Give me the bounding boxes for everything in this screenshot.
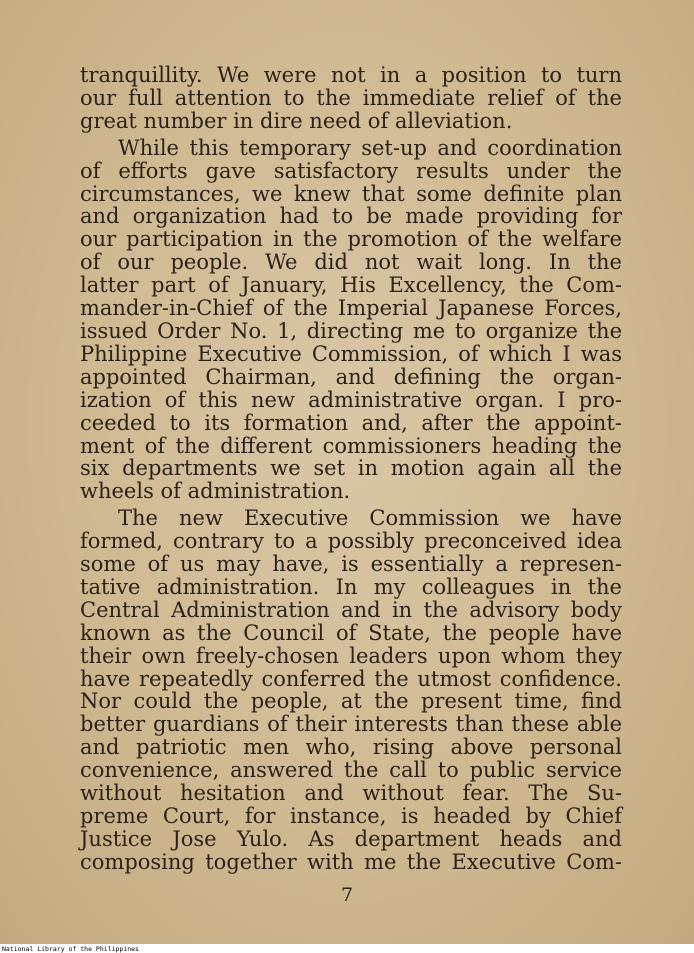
text-line: of our people. We did not wait long. In the bbox=[80, 250, 622, 275]
text-line: circumstances, we knew that some definite plan bbox=[80, 181, 622, 206]
text-line: known as the Council of State, the people have bbox=[80, 620, 622, 645]
paragraph-1 bbox=[80, 64, 622, 133]
text-line: six departments we set in motion again all the bbox=[80, 456, 622, 481]
text-line: preme Court, for instance, is headed by Chief bbox=[80, 804, 622, 828]
text-line: great number in dire need of alleviation. bbox=[80, 108, 513, 133]
text-line: and organization had to be made providing for bbox=[80, 204, 622, 229]
text-line: latter part of January, His Excellency, the Com- bbox=[80, 273, 622, 298]
paragraph-2 bbox=[80, 137, 622, 504]
text-line: ceeded to its formation and, after the appoint- bbox=[80, 410, 622, 435]
text-line: better guardians of their interests than these able bbox=[80, 712, 622, 737]
text-line: While this temporary set-up and coordination bbox=[118, 135, 622, 160]
text-line: The new Executive Commission we have bbox=[118, 506, 622, 531]
text-line: Justice Jose Yulo. As department heads and bbox=[80, 826, 622, 851]
text-line: composing together with me the Executive Com- bbox=[80, 849, 622, 874]
text-line: Philippine Executive Commission, of which I was bbox=[80, 341, 622, 366]
library-credit: National Library of the Philippines bbox=[2, 945, 139, 953]
text-line: ization of this new administrative organ. I pro- bbox=[80, 387, 622, 412]
text-line: issued Order No. 1, directing me to organize the bbox=[80, 318, 622, 343]
text-line: tranquillity. We were not in a position to turn bbox=[80, 63, 622, 87]
paragraph-3 bbox=[80, 507, 622, 874]
text-line: wheels of administration. bbox=[80, 479, 351, 504]
text-line: and patriotic men who, rising above personal bbox=[80, 735, 622, 760]
text-line: of efforts gave satisfactory results under the bbox=[80, 158, 622, 183]
text-line: some of us may have, is essentially a represen- bbox=[80, 552, 622, 577]
text-line: formed, contrary to a possibly preconceived idea bbox=[80, 529, 622, 554]
page-number: 7 bbox=[340, 884, 354, 906]
text-line: have repeatedly conferred the utmost confidence. bbox=[80, 666, 622, 691]
text-line: our participation in the promotion of the welfare bbox=[80, 227, 622, 252]
text-line: appointed Chairman, and defining the organ- bbox=[80, 364, 622, 389]
text-line: their own freely-chosen leaders upon whom they bbox=[80, 643, 622, 668]
text-line: ment of the different commissioners heading the bbox=[80, 433, 622, 458]
text-line: tative administration. In my colleagues in the bbox=[80, 574, 622, 599]
text-line: our full attention to the immediate relief of the bbox=[80, 85, 622, 110]
text-line: Central Administration and in the advisory body bbox=[80, 597, 622, 622]
text-line: mander-in-Chief of the Imperial Japanese Forces, bbox=[80, 296, 622, 321]
text-line: convenience, answered the call to public service bbox=[80, 758, 622, 783]
text-line: Nor could the people, at the present time, find bbox=[80, 689, 622, 714]
body-text bbox=[80, 64, 622, 878]
text-line: without hesitation and without fear. The Su- bbox=[80, 781, 622, 806]
